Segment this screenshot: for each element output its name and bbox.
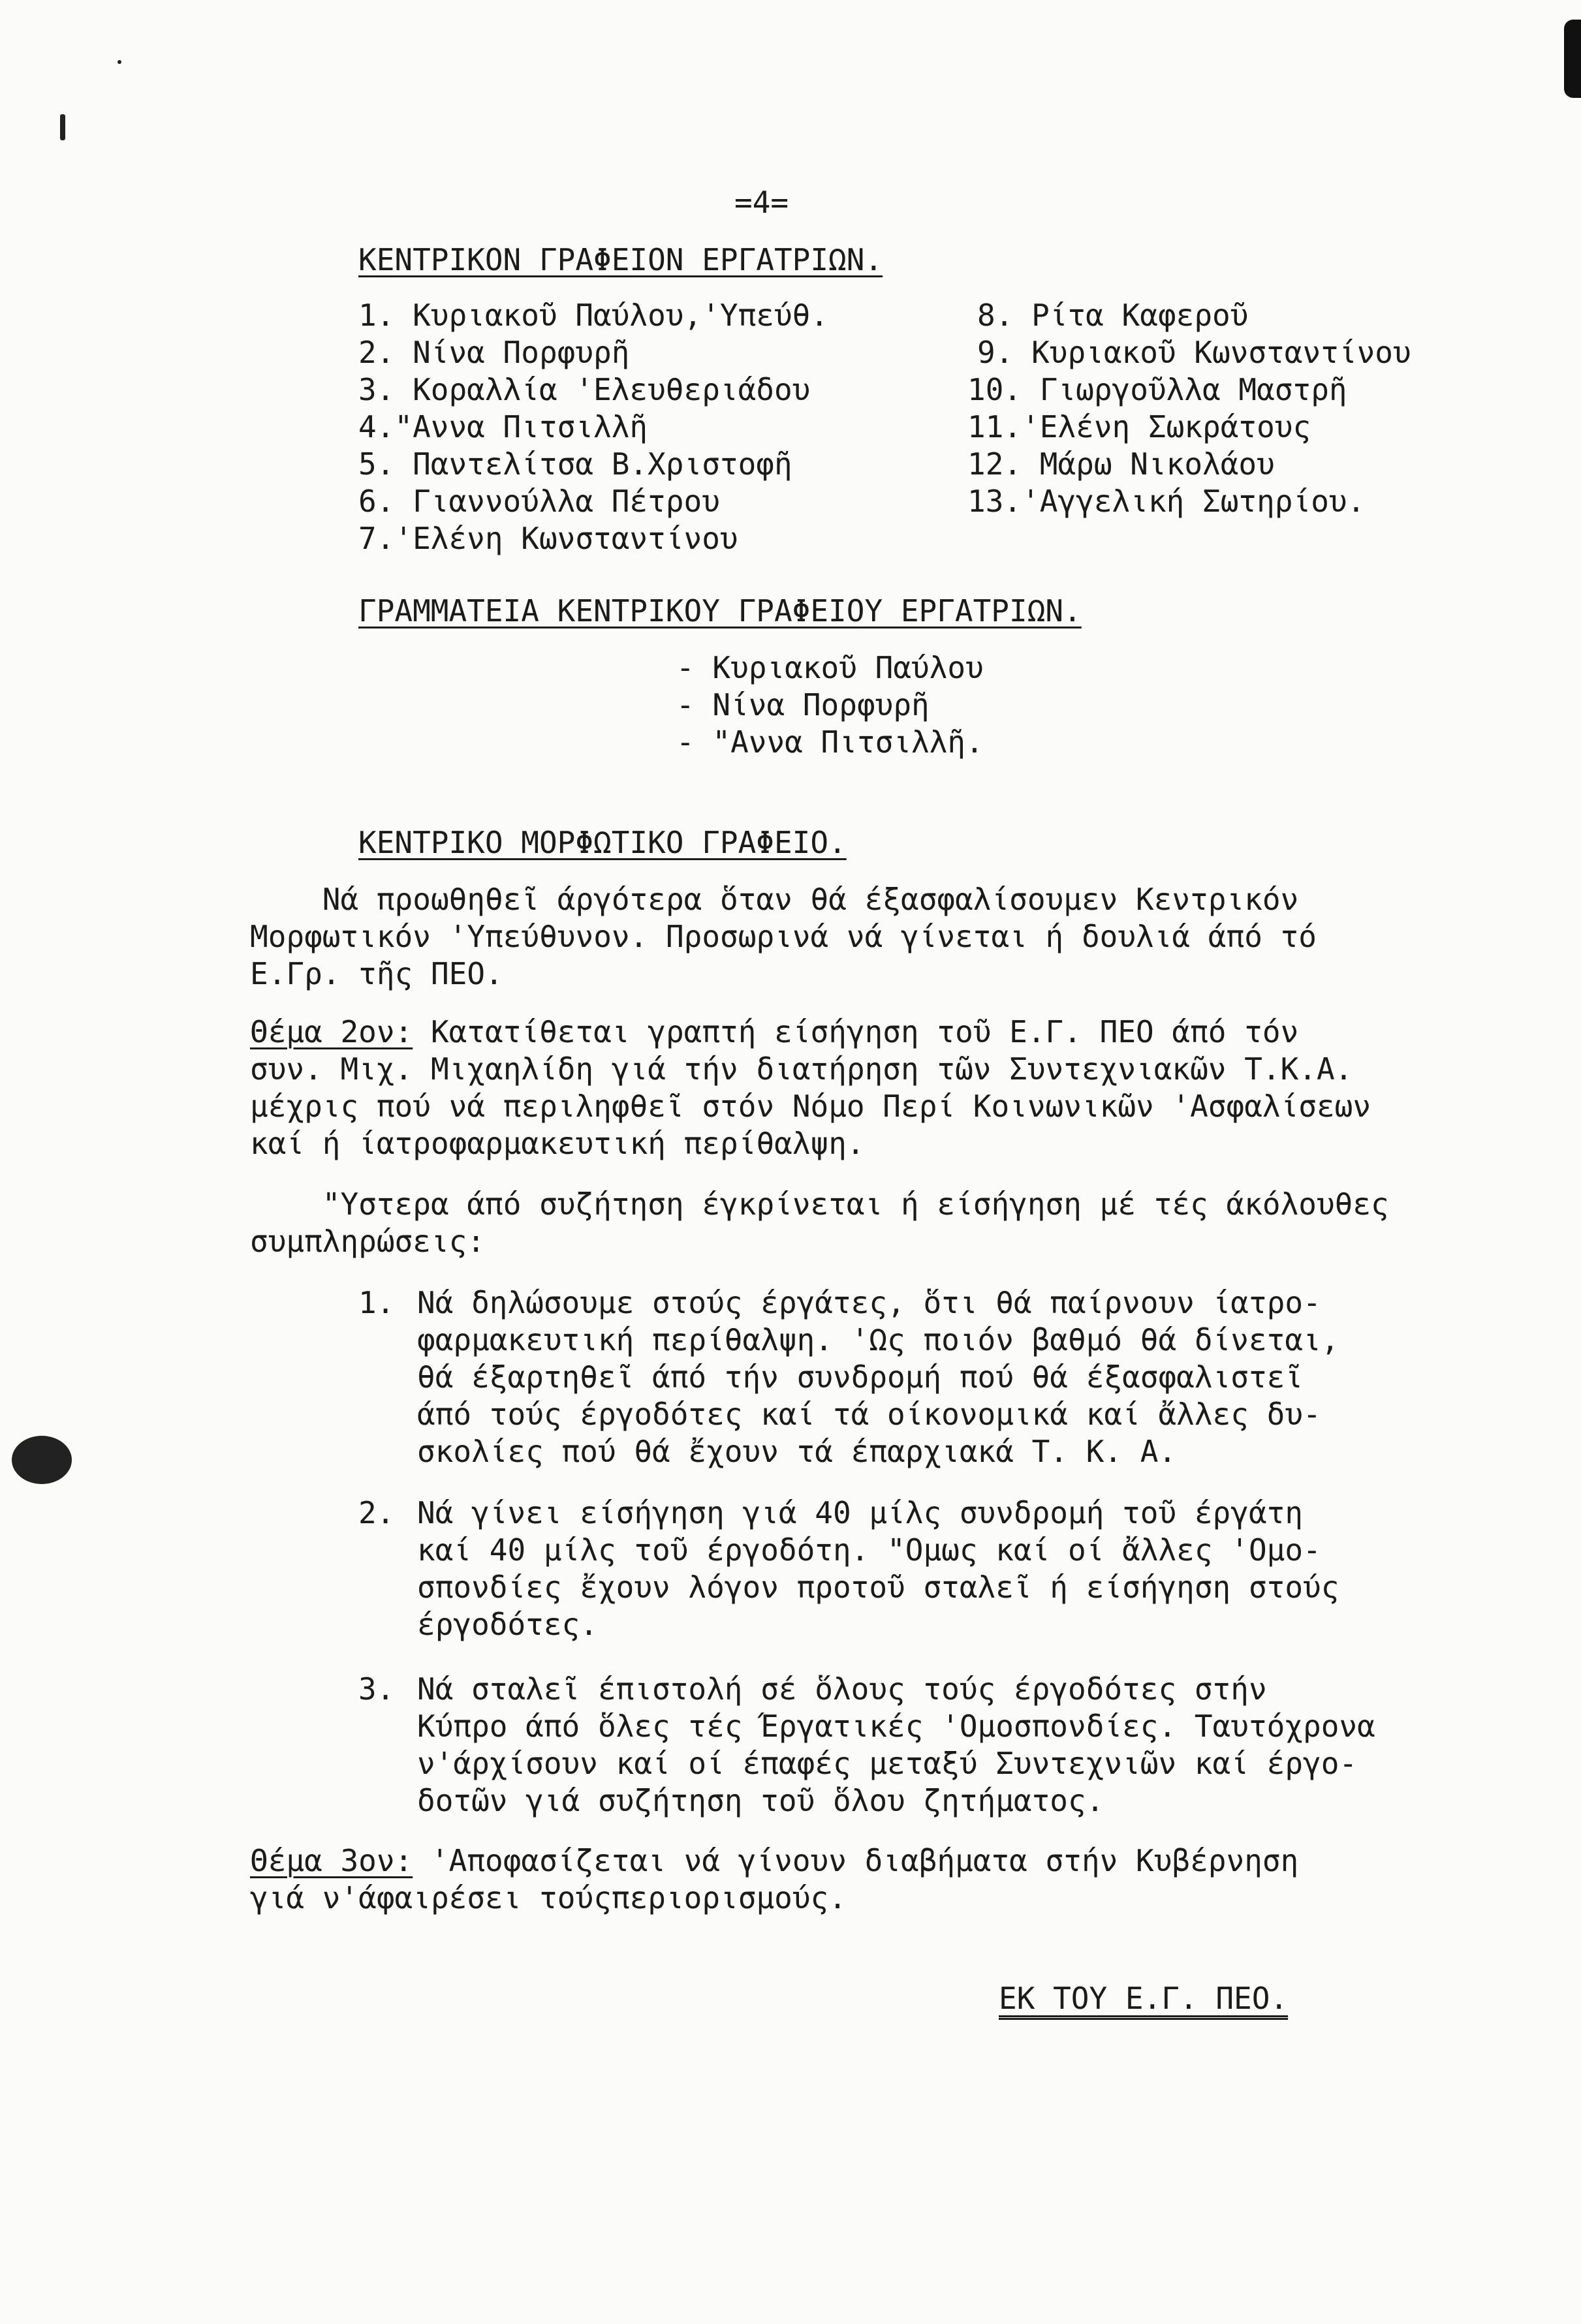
paragraph-line: Κύπρο άπό ὅλες τές Έργατικές 'Ομοσπονδίες. Ταυτόχρονα (417, 1709, 1375, 1744)
topic-2-label: Θέμα 2ον: (250, 1014, 413, 1049)
list-item: 9. Κυριακοῦ Κωνσταντίνου (977, 335, 1411, 370)
paragraph-line: Νά γίνει είσήγηση γιά 40 μίλς συνδρομή τοῦ έργάτη (417, 1495, 1304, 1530)
paragraph-line: θά έξαρτηθεῖ άπό τήν συνδρομή πού θά έξασφαλιστεῖ (417, 1359, 1304, 1395)
list-item: 8. Ρίτα Καφεροῦ (977, 298, 1249, 333)
list-item: - "Αννα Πιτσιλλῆ. (676, 724, 984, 760)
paragraph-line: "Υστερα άπό συζήτηση έγκρίνεται ή είσήγηση μέ τές άκόλουθες (250, 1186, 1389, 1222)
paragraph-line: άπό τούς έργοδότες καί τά οίκονομικά καί ἄλλες δυ- (417, 1397, 1321, 1432)
central-office-heading: ΚΕΝΤΡΙΚΟΝ ΓΡΑΦΕΙΟΝ ΕΡΓΑΤΡΙΩΝ. (358, 242, 883, 277)
list-item: 5. Παντελίτσα Β.Χριστοφῆ (358, 446, 792, 482)
paragraph-line: καί ή ίατροφαρμακευτική περίθαλψη. (250, 1126, 865, 1161)
paragraph-line: γιά ν'άφαιρέσει τούςπεριορισμούς. (250, 1880, 847, 1915)
list-item: - Κυριακοῦ Παύλου (676, 650, 984, 685)
paragraph-line (250, 1014, 1298, 1051)
paragraph-line: σκολίες πού θά ἔχουν τά έπαρχιακά Τ. Κ. Α. (417, 1434, 1177, 1469)
ink-blot (12, 1436, 72, 1484)
paragraph-line: ν'άρχίσουν καί οί έπαφές μεταξύ Συντεχνιῶν καί έργο- (417, 1746, 1358, 1781)
page-number: =4= (734, 185, 789, 220)
paragraph-line: Μορφωτικόν 'Υπεύθυνον. Προσωρινά νά γίνεται ή δουλιά άπό τό (250, 919, 1317, 954)
paragraph-line (250, 1842, 1298, 1880)
list-item: 1. Κυριακοῦ Παύλου,'Υπεύθ. (358, 298, 829, 333)
paragraph-line: έργοδότες. (417, 1607, 598, 1642)
education-office-heading: ΚΕΝΤΡΙΚΟ ΜΟΡΦΩΤΙΚΟ ΓΡΑΦΕΙΟ. (358, 825, 847, 860)
list-item: 6. Γιαννούλλα Πέτρου (358, 484, 720, 519)
paragraph-line: δοτῶν γιά συζήτηση τοῦ ὅλου ζητήματος. (417, 1783, 1104, 1818)
topic-3-label: Θέμα 3ον: (250, 1843, 413, 1878)
paragraph-line: Νά προωθηθεῖ άργότερα ὅταν θά έξασφαλίσουμεν Κεντρικόν (250, 882, 1299, 917)
paragraph-line: Νά δηλώσουμε στούς έργάτες, ὅτι θά παίρνουν ίατρο- (417, 1285, 1321, 1320)
paragraph-line: καί 40 μίλς τοῦ έργοδότη. "Ομως καί οί ἄλλες 'Ομο- (417, 1532, 1321, 1568)
item-number: 1. (358, 1285, 395, 1320)
list-item: 4."Αννα Πιτσιλλῆ (358, 409, 648, 444)
paragraph-line: Νά σταλεῖ έπιστολή σέ ὅλους τούς έργοδότες στήν (417, 1671, 1267, 1707)
list-item: 10. Γιωργοῦλλα Μαστρῆ (967, 372, 1347, 407)
paragraph-line: συν. Μιχ. Μιχαηλίδη γιά τήν διατήρηση τῶν Συντεχνιακῶν Τ.Κ.Α. (250, 1051, 1353, 1087)
paragraph-line: μέχρις πού νά περιληφθεῖ στόν Νόμο Περί Κοινωνικῶν 'Ασφαλίσεων (250, 1089, 1371, 1124)
topic-3-text: 'Αποφασίζεται νά γίνουν διαβήματα στήν Κυβέρνηση (413, 1843, 1299, 1878)
paragraph-line: φαρμακευτική περίθαλψη. 'Ως ποιόν βαθμό θά δίνεται, (417, 1322, 1339, 1357)
topic-2-text: Κατατίθεται γραπτή είσήγηση τοῦ Ε.Γ. ΠΕΟ άπό τόν (413, 1014, 1299, 1049)
list-item: - Νίνα Πορφυρῆ (676, 687, 930, 722)
ink-speck (117, 60, 121, 64)
paragraph-line: σπονδίες ἔχουν λόγον προτοῦ σταλεῖ ή είσήγηση στούς (417, 1570, 1339, 1605)
item-number: 3. (358, 1671, 395, 1707)
item-number: 2. (358, 1495, 395, 1530)
ink-speck (60, 114, 65, 140)
list-item: 7.'Ελένη Κωνσταντίνου (358, 521, 738, 556)
list-item: 3. Κοραλλία 'Ελευθεριάδου (358, 372, 811, 407)
list-item: 13.'Αγγελική Σωτηρίου. (967, 484, 1366, 519)
paragraph-line: συμπληρώσεις: (250, 1224, 486, 1259)
scan-edge-mark (1564, 20, 1581, 98)
list-item: 11.'Ελένη Σωκράτους (967, 409, 1311, 444)
paragraph-line: Ε.Γρ. τῆς ΠΕΟ. (250, 956, 503, 991)
list-item: 12. Μάρω Νικολάου (967, 446, 1275, 482)
list-item: 2. Νίνα Πορφυρῆ (358, 335, 630, 370)
secretariat-heading: ΓΡΑΜΜΑΤΕΙΑ ΚΕΝΤΡΙΚΟΥ ΓΡΑΦΕΙΟΥ ΕΡΓΑΤΡΙΩΝ. (358, 593, 1082, 628)
signature: ΕΚ ΤΟΥ Ε.Γ. ΠΕΟ. (999, 1981, 1289, 2016)
